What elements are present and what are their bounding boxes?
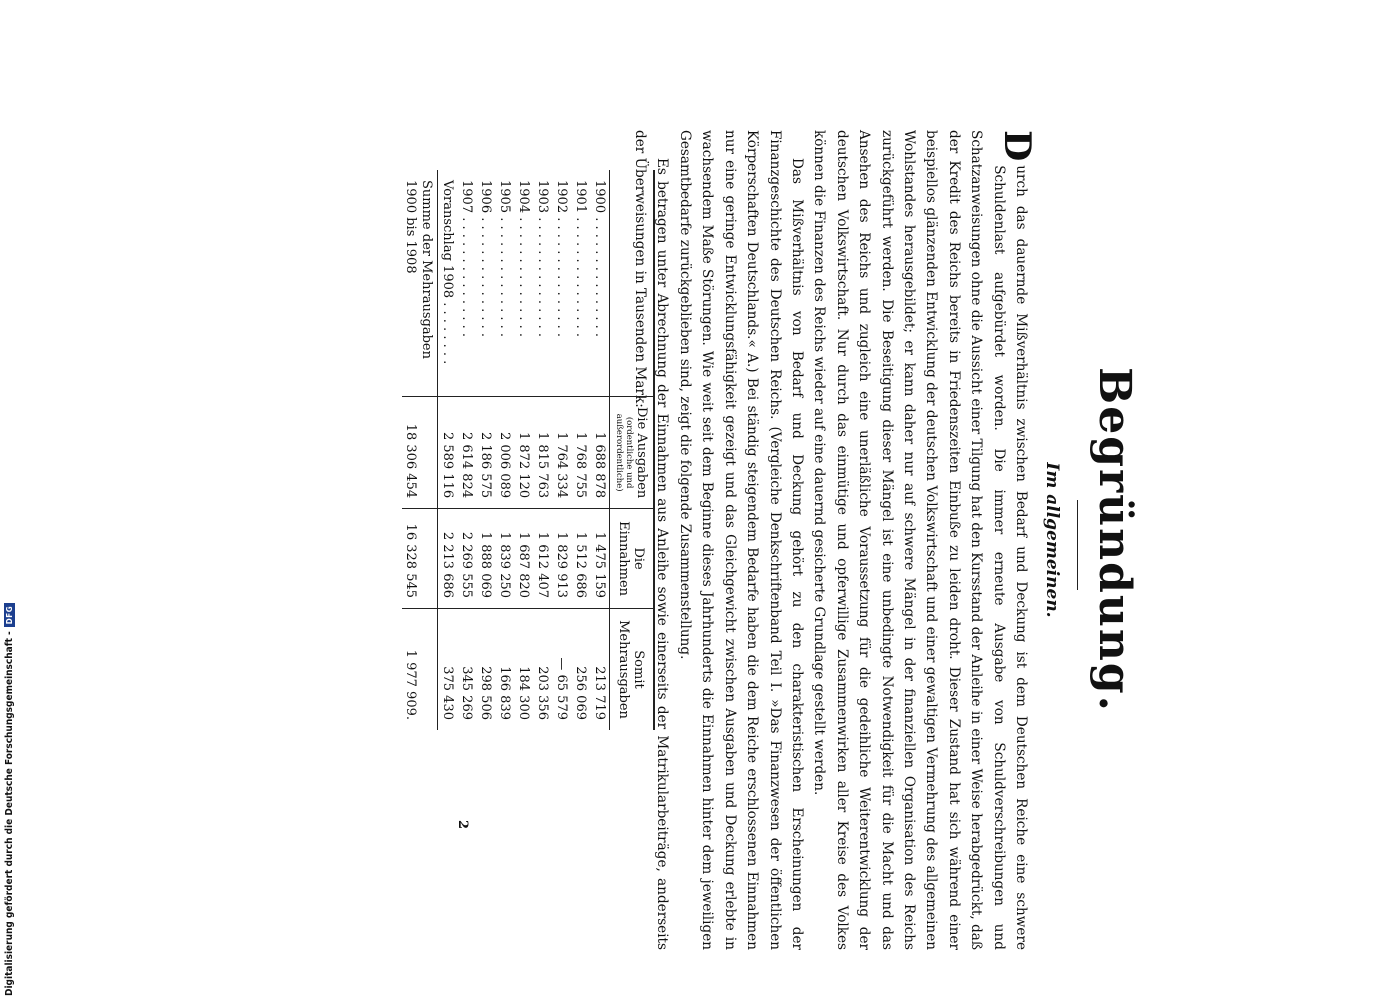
paragraph: Es betragen unter Abrechnung der Einnahmen aus Anleihe sowie einerseits der Matrikularbeiträge, anderseits der Überweisungen in Tausenden Mark: [632,130,671,950]
cell-ausgaben: 1 688 878 [590,397,610,509]
header-einnahmen: Die Einnahmen [610,509,655,609]
cell-mehr: 375 430 [438,609,458,730]
cell-year: 1906 . . . . . . . . . . . . . . . [478,180,493,338]
body-text [629,130,1038,950]
cell-year: Voranschlag 1908 . . . . . . . . [440,180,455,365]
paragraph: Das Mißverhältnis von Bedarf und Deckung gehört zu den charakteristischen Erscheinungen der Finanzgeschichte des Deutschen Reichs. (Vergleiche Denkschriftenband Teil I. »Das Finanzwesen der öffentlichen Körperschaften Deutschlands.« A.) Bei ständig steigendem Bedarfe haben die dem Reiche erschlossenen Einnahmen nur eine geringe Entwicklungsfähigkeit gezeigt und das Gleichgewicht zwischen Ausgaben und Deckung erlebte in wachsendem Maße Störungen. Wie weit seit dem Beginne dieses Jahrhunderts die Einnahmen hinter dem jeweiligen Gesamtbedarfe zurückgeblieben sind, zeigt die folgende Zusammenstellung. [676,130,805,950]
cell-einnahmen: 1 888 069 [476,509,495,609]
cell-einnahmen: 2 269 555 [457,509,476,609]
cell-mehr: 298 506 [476,609,495,730]
document-page [403,130,1140,950]
cell-total-label: Summe der Mehrausgaben 1900 bis 1908 [402,170,438,397]
cell-mehr: — 65 579 [552,609,571,730]
table-total-row [402,170,438,730]
cell-mehr: 203 356 [533,609,552,730]
finance-table [402,170,655,730]
footer-text: Digitalisierung gefördert durch die Deutsche Forschungsgemeinschaft - [4,631,15,996]
cell-mehr: 345 269 [457,609,476,730]
table-row [552,170,571,730]
cell-ausgaben: 1 764 334 [552,397,571,509]
title-divider [1077,500,1078,590]
cell-year: 1903 . . . . . . . . . . . . . . . [535,180,550,338]
cell-einnahmen: 1 829 913 [552,509,571,609]
header-mehrausgaben: Somit Mehrausgaben [610,609,655,730]
cell-year: 1900 . . . . . . . . . . . . . . . [592,180,607,338]
cell-ausgaben: 1 815 763 [533,397,552,509]
cell-year: 1904 . . . . . . . . . . . . . . . [516,180,531,338]
table-header-row [610,170,655,730]
cell-total-einnahmen: 16 328 545 [402,509,438,609]
cell-einnahmen: 1 687 820 [514,509,533,609]
header-ausgaben-note: (ordentliche und außerordentliche) [614,413,634,492]
cell-mehr: 256 069 [571,609,590,730]
cell-ausgaben: 1 872 120 [514,397,533,509]
cell-einnahmen: 1 475 159 [590,509,610,609]
cell-einnahmen: 1 612 407 [533,509,552,609]
cell-mehr: 166 839 [495,609,514,730]
page-number: 2 [455,820,470,830]
header-ausgaben-label: Die Ausgaben [634,406,649,499]
cell-mehr: 213 719 [590,609,610,730]
table-row [571,170,590,730]
table-row [590,170,610,730]
table-row [514,170,533,730]
header-year [610,170,655,397]
cell-ausgaben: 2 186 575 [476,397,495,509]
digitization-footer [4,603,15,996]
table-row [533,170,552,730]
cell-einnahmen: 1 839 250 [495,509,514,609]
table-row [438,170,458,730]
cell-einnahmen: 2 213 686 [438,509,458,609]
page-title: Begründung. [1089,367,1140,713]
dfg-logo-icon: DFG [4,603,15,627]
cell-year: 1907 . . . . . . . . . . . . . . . [459,180,474,338]
cell-einnahmen: 1 512 686 [571,509,590,609]
table-row [476,170,495,730]
cell-year: 1902 . . . . . . . . . . . . . . . [554,180,569,338]
cell-mehr: 184 300 [514,609,533,730]
cell-ausgaben: 2 589 116 [438,397,458,509]
section-subtitle: Im allgemeinen. [1042,462,1062,618]
cell-year: 1905 . . . . . . . . . . . . . . . [497,180,512,338]
table-row [457,170,476,730]
cell-ausgaben: 2 006 089 [495,397,514,509]
cell-total-ausgaben: 18 306 454 [402,397,438,509]
paragraph: Durch das dauernde Mißverhältnis zwischen Bedarf und Deckung ist dem Deutschen Reiche eine schwere Schuldenlast aufgebürdet worden. Die immer erneute Ausgabe von Schuldverschreibungen und Schatzanweisungen ohne die Aussicht einer Tilgung hat den Kursstand der Anleihe in einer Weise herabgedrückt, daß der Kredit des Reichs bereits in Friedenszeiten Einbuße zu leiden droht. Dieser Zustand hat sich während einer beispiellos glänzenden Entwicklung der deutschen Volkswirtschaft und einer gewaltigen Vermehrung des allgemeinen Wohlstandes herausgebildet; er kann daher nur auf schwere Mängel in der finanziellen Organisation des Reichs zurückgeführt werden. Die Beseitigung dieser Mängel ist eine unbedingte Notwendigkeit für die Macht und das Ansehen des Reichs und zugleich eine unerläßliche Voraussetzung für die gedeihliche Weiterentwicklung der deutschen Volkswirtschaft. Nur durch das einmütige und opferwillige Zusammenwirken aller Kreise des Volkes können die Finanzen des Reichs wieder auf eine dauernd gesicherte Grundlage gestellt werden. [811,130,1038,950]
header-ausgaben [610,397,655,509]
table-row [495,170,514,730]
cell-year: 1901 . . . . . . . . . . . . . . . [573,180,588,338]
cell-ausgaben: 1 768 755 [571,397,590,509]
cell-total-mehr: 1 977 909. [402,609,438,730]
cell-ausgaben: 2 614 824 [457,397,476,509]
